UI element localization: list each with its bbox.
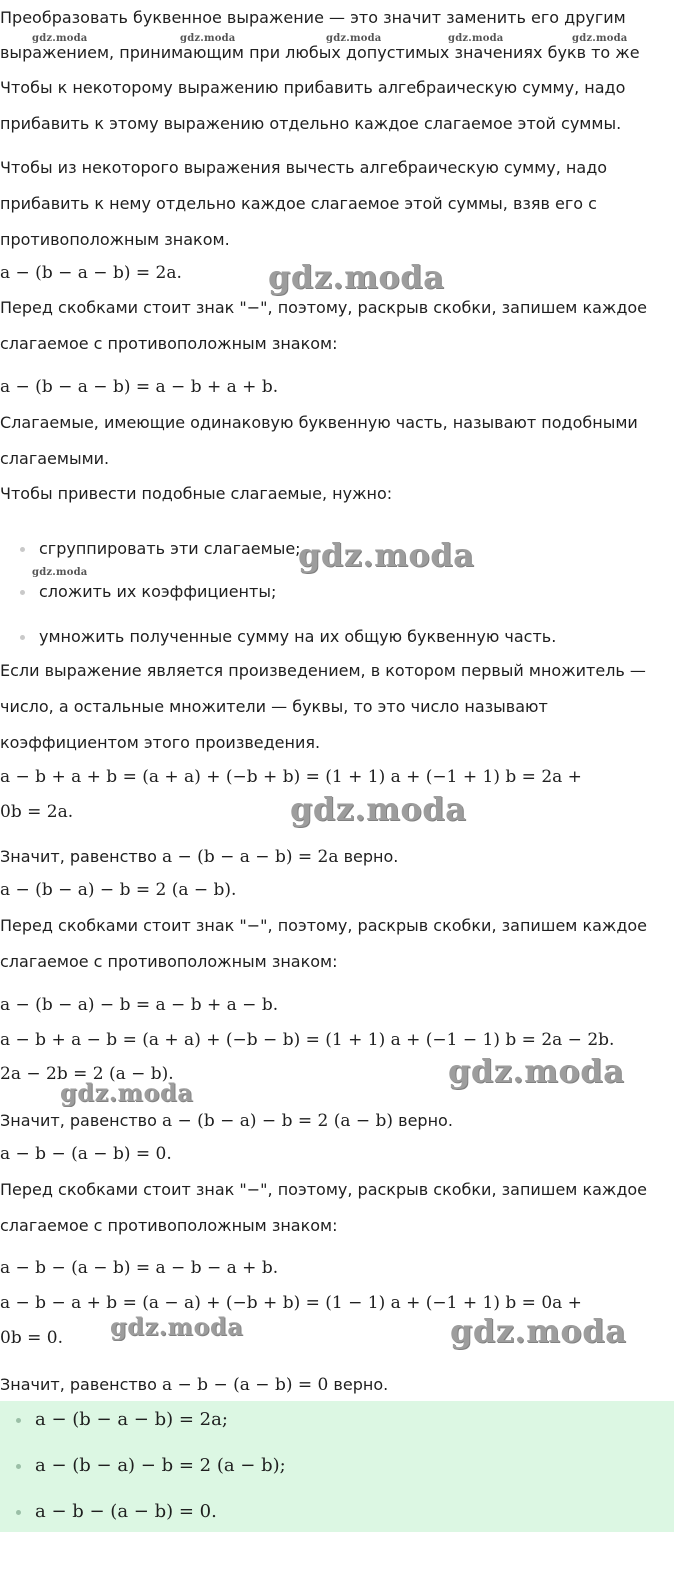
step-item-2: [20, 582, 672, 602]
step-text: сложить их коэффициенты;: [39, 582, 277, 601]
step-item-3: [20, 627, 672, 647]
part2-calc-line-2: 2a − 2b = 2 (a − b).: [0, 1064, 174, 1084]
part3-rule-line-2: слагаемое с противоположным знаком:: [0, 1216, 338, 1235]
part3-rule-line-1: Перед скобками стоит знак "−", поэтому, раскрыв скобки, запишем каждое: [0, 1180, 648, 1199]
bullet-dot: [20, 590, 25, 595]
watermark-large: gdz.moda: [268, 258, 445, 296]
step-text: умножить полученные сумму на их общую буквенную часть.: [39, 627, 557, 646]
bullet-dot: [16, 1510, 21, 1515]
answer-item-1: [16, 1409, 228, 1430]
watermark-large: gdz.moda: [290, 790, 467, 828]
watermark-small: gdz.moda: [180, 33, 236, 44]
like-terms-line-1: Слагаемые, имеющие одинаковую буквенную часть, называют подобными: [0, 413, 638, 432]
answer-item-2: [16, 1455, 286, 1476]
step-text: сгруппировать эти слагаемые;: [39, 539, 301, 558]
conclusion-equation: a − (b − a − b) = 2a: [162, 847, 339, 867]
bullet-dot: [16, 1464, 21, 1469]
part2-calc-line-1: a − b + a − b = (a + a) + (−b − b) = (1 + 1) a + (−1 − 1) b = 2a − 2b.: [0, 1030, 615, 1050]
intro-line-7: противоположным знаком.: [0, 230, 230, 249]
how-to-combine: Чтобы привести подобные слагаемые, нужно:: [0, 484, 393, 503]
part1-rule-line-2: слагаемое с противоположным знаком:: [0, 334, 338, 353]
watermark-small: gdz.moda: [448, 33, 504, 44]
watermark-large: gdz.moda: [60, 1078, 194, 1107]
answer-box: [0, 1401, 674, 1532]
watermark-small: gdz.moda: [32, 33, 88, 44]
part3-equation: a − b − (a − b) = 0.: [0, 1144, 172, 1164]
watermark-large: gdz.moda: [298, 536, 475, 574]
intro-line-6: прибавить к нему отдельно каждое слагаемое этой суммы, взяв его с: [0, 194, 597, 213]
part2-expansion: a − (b − a) − b = a − b + a − b.: [0, 995, 279, 1015]
part3-calc-line-1: a − b − a + b = (a − a) + (−b + b) = (1 − 1) a + (−1 + 1) b = 0a +: [0, 1293, 582, 1313]
part1-expansion: a − (b − a − b) = a − b + a + b.: [0, 377, 279, 397]
part2-rule-line-2: слагаемое с противоположным знаком:: [0, 952, 338, 971]
watermark-small: gdz.moda: [572, 33, 628, 44]
bullet-dot: [20, 547, 25, 552]
part2-rule-line-1: Перед скобками стоит знак "−", поэтому, раскрыв скобки, запишем каждое: [0, 916, 648, 935]
part1-rule-line-1: Перед скобками стоит знак "−", поэтому, раскрыв скобки, запишем каждое: [0, 298, 648, 317]
answer-text: a − (b − a − b) = 2a;: [35, 1409, 228, 1430]
conclusion-equation: a − (b − a) − b = 2 (a − b): [162, 1111, 394, 1131]
part1-calc-line-2: 0b = 2a.: [0, 802, 74, 822]
intro-line-1: Преобразовать буквенное выражение — это значит заменить его другим: [0, 8, 626, 27]
conclusion-equation: a − b − (a − b) = 0: [162, 1375, 329, 1395]
coef-line-1: Если выражение является произведением, в котором первый множитель —: [0, 661, 646, 680]
part1-conclusion: [0, 847, 672, 867]
conclusion-prefix: Значит, равенство: [0, 847, 157, 866]
part1-calc-line-1: a − b + a + b = (a + a) + (−b + b) = (1 + 1) a + (−1 + 1) b = 2a +: [0, 767, 582, 787]
answer-text: a − (b − a) − b = 2 (a − b);: [35, 1455, 286, 1476]
watermark-large: gdz.moda: [110, 1312, 244, 1341]
conclusion-prefix: Значит, равенство: [0, 1111, 157, 1130]
answer-item-3: [16, 1501, 217, 1522]
intro-line-5: Чтобы из некоторого выражения вычесть алгебраическую сумму, надо: [0, 158, 608, 177]
watermark-large: gdz.moda: [448, 1052, 625, 1090]
part2-equation: a − (b − a) − b = 2 (a − b).: [0, 880, 237, 900]
coef-line-3: коэффициентом этого произведения.: [0, 733, 321, 752]
conclusion-prefix: Значит, равенство: [0, 1375, 157, 1394]
intro-line-4: прибавить к этому выражению отдельно каждое слагаемое этой суммы.: [0, 114, 622, 133]
conclusion-suffix: верно.: [343, 847, 399, 866]
part3-expansion: a − b − (a − b) = a − b − a + b.: [0, 1258, 279, 1278]
conclusion-suffix: верно.: [398, 1111, 453, 1130]
part1-equation: a − (b − a − b) = 2a.: [0, 263, 182, 283]
conclusion-suffix: верно.: [333, 1375, 389, 1394]
answer-text: a − b − (a − b) = 0.: [35, 1501, 217, 1522]
coef-line-2: число, а остальные множители — буквы, то это число называют: [0, 697, 548, 716]
part2-conclusion: [0, 1111, 672, 1131]
intro-line-2: выражением, принимающим при любых допустимых значениях букв то же: [0, 43, 640, 62]
watermark-small: gdz.moda: [326, 33, 382, 44]
watermark-large: gdz.moda: [450, 1312, 627, 1350]
watermark-small: gdz.moda: [32, 567, 88, 578]
part3-calc-line-2: 0b = 0.: [0, 1328, 63, 1348]
bullet-dot: [20, 635, 25, 640]
bullet-dot: [16, 1418, 21, 1423]
intro-line-3: Чтобы к некоторому выражению прибавить алгебраическую сумму, надо: [0, 78, 626, 97]
like-terms-line-2: слагаемыми.: [0, 449, 110, 468]
part3-conclusion: [0, 1375, 672, 1395]
